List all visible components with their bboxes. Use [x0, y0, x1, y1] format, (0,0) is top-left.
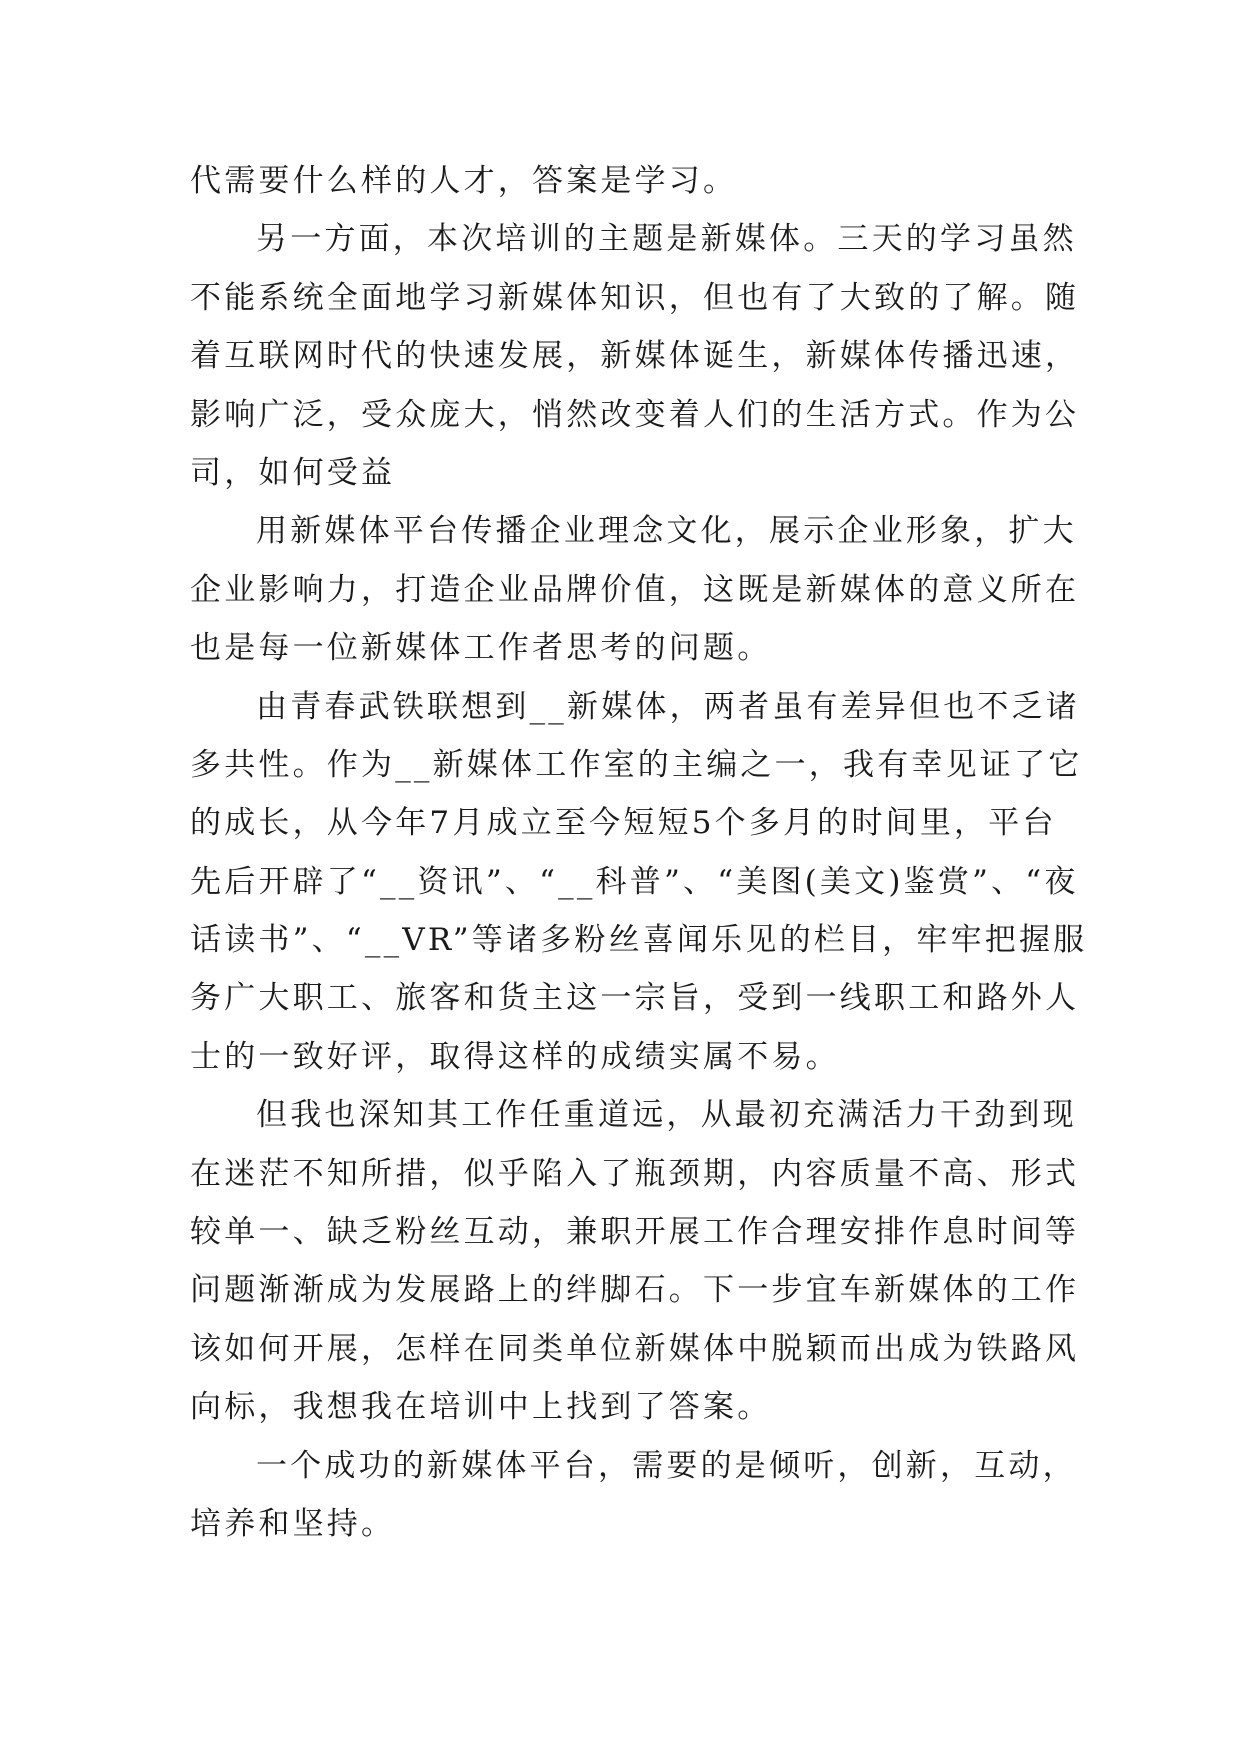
- text-line: 用新媒体平台传播企业理念文化，展示企业形象，扩大: [256, 513, 1077, 550]
- paragraph: [190, 210, 1080, 502]
- text-line: 着互联网时代的快速发展，新媒体诞生，新媒体传播迅速，: [190, 338, 1080, 375]
- text-line: 较单一、缺乏粉丝互动，兼职开展工作合理安排作息时间等: [190, 1214, 1080, 1251]
- text-line: 由青春武铁联想到__新媒体，两者虽有差异但也不乏诸: [256, 688, 1080, 725]
- text-line: 的成长，从今年7月成立至今短短5个多月的时间里，平台: [190, 805, 1057, 842]
- text-line: 不能系统全面地学习新媒体知识，但也有了大致的了解。随: [190, 279, 1080, 316]
- paragraph: [190, 1086, 1080, 1436]
- text-line: 务广大职工、旅客和货主这一宗旨，受到一线职工和路外人: [190, 980, 1080, 1017]
- text-line: 影响广泛，受众庞大，悄然改变着人们的生活方式。作为公: [190, 396, 1080, 433]
- document-body: [190, 152, 1088, 1553]
- text-line: 但我也深知其工作任重道远，从最初充满活力干劲到现: [256, 1097, 1077, 1134]
- text-line: 另一方面，本次培训的主题是新媒体。三天的学习虽然: [256, 221, 1077, 258]
- text-line: 该如何开展，怎样在同类单位新媒体中脱颖而出成为铁路风: [190, 1330, 1080, 1367]
- text-line: 代需要什么样的人才，答案是学习。: [190, 163, 738, 199]
- text-line: 多共性。作为__新媒体工作室的主编之一，我有幸见证了它: [190, 746, 1083, 783]
- text-line: 问题渐渐成为发展路上的绊脚石。下一步宜车新媒体的工作: [190, 1272, 1080, 1309]
- text-line: 话读书”、“__VR”等诸多粉丝喜闻乐见的栏目，牢牢把握服: [190, 922, 1088, 959]
- paragraph: [190, 678, 1088, 1087]
- text-line: 向标，我想我在培训中上找到了答案。: [190, 1389, 772, 1426]
- text-line: 企业影响力，打造企业品牌价值，这既是新媒体的意义所在: [190, 571, 1080, 608]
- text-line: 也是每一位新媒体工作者思考的问题。: [190, 630, 772, 667]
- paragraph: [190, 1437, 1077, 1554]
- paragraph: [190, 152, 1070, 210]
- text-line: 士的一致好评，取得这样的成绩实属不易。: [190, 1038, 840, 1075]
- text-line: 培养和坚持。: [190, 1505, 396, 1542]
- text-line: 先后开辟了“__资讯”、“__科普”、“美图(美文)鉴赏”、“夜: [190, 863, 1079, 900]
- text-line: 一个成功的新媒体平台，需要的是倾听，创新，互动，: [256, 1447, 1077, 1484]
- paragraph: [190, 502, 1080, 677]
- text-line: 司，如何受益: [190, 454, 396, 491]
- text-line: 在迷茫不知所措，似乎陷入了瓶颈期，内容质量不高、形式: [190, 1155, 1080, 1192]
